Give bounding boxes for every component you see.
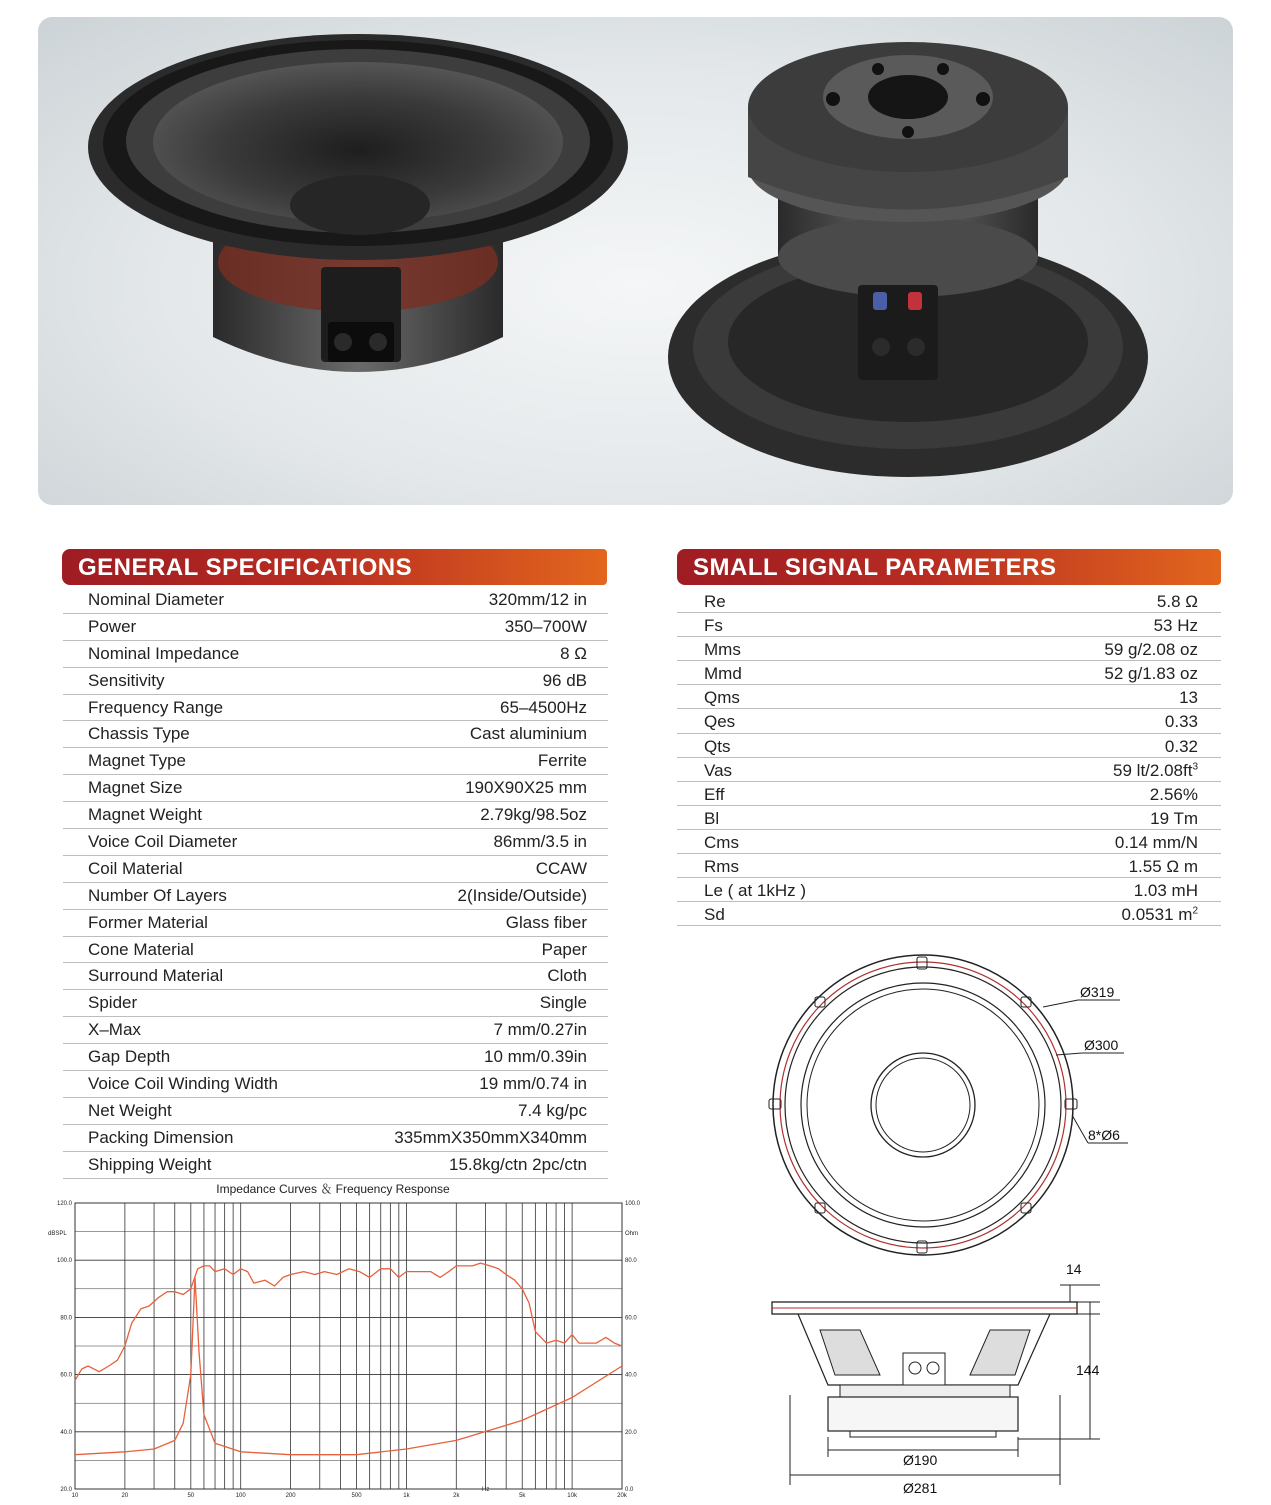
- general-row: [63, 775, 608, 802]
- spec-value-text: 7.4 kg/pc: [518, 1100, 587, 1120]
- spec-value-text: 7 mm/0.27in: [493, 1020, 587, 1040]
- technical-drawing: [760, 945, 1180, 1505]
- spec-value: [394, 1128, 587, 1148]
- spec-label: Cone Material: [88, 939, 194, 959]
- spec-value-superscript: 2: [1192, 905, 1198, 917]
- y-left-tick-label: 60.0: [60, 1372, 72, 1379]
- y-left-tick-label: 20.0: [60, 1487, 72, 1493]
- spec-value: [506, 913, 587, 933]
- spec-value-text: 350–700W: [504, 616, 587, 636]
- spec-value-text: 19 Tm: [1150, 808, 1198, 828]
- small-row: [677, 902, 1221, 926]
- spec-value: [1165, 737, 1198, 757]
- drawing-top-view: [769, 955, 1128, 1255]
- general-row: [63, 829, 608, 856]
- spec-value-text: 2.79kg/98.5oz: [480, 805, 587, 825]
- spec-value: [500, 698, 587, 718]
- spec-value-text: 19 mm/0.74 in: [479, 1074, 587, 1094]
- spec-value-text: Single: [539, 993, 587, 1013]
- spec-value: [493, 832, 587, 852]
- spec-value-text: 52 g/1.83 oz: [1104, 664, 1198, 684]
- spec-label: Former Material: [88, 912, 208, 932]
- y-left-tick-label: 80.0: [60, 1315, 72, 1322]
- spec-value-text: Cloth: [547, 966, 587, 986]
- frequency-response-line: [75, 1263, 622, 1380]
- spec-value: [536, 859, 587, 879]
- spec-label: Packing Dimension: [88, 1127, 234, 1147]
- general-row: [63, 695, 608, 722]
- spec-label: Cms: [704, 832, 739, 852]
- spec-label: Fs: [704, 616, 723, 636]
- spec-value-text: 86mm/3.5 in: [493, 832, 587, 852]
- general-row: [63, 1125, 608, 1152]
- spec-value: [1165, 712, 1198, 732]
- general-row: [63, 614, 608, 641]
- spec-value: [547, 966, 587, 986]
- spec-label: Shipping Weight: [88, 1154, 212, 1174]
- general-row: [63, 802, 608, 829]
- spec-value-text: 2.56%: [1149, 784, 1198, 804]
- product-photo: [38, 17, 1233, 505]
- x-tick-label: 200: [285, 1493, 296, 1499]
- spec-label: Voice Coil Winding Width: [88, 1074, 278, 1094]
- y-left-tick-label: 120.0: [56, 1201, 72, 1207]
- spec-value-text: 5.8 Ω: [1156, 592, 1198, 611]
- spec-value-text: 1.03 mH: [1133, 881, 1198, 901]
- spec-value-text: 59 g/2.08 oz: [1104, 640, 1198, 660]
- spec-label: Frequency Range: [88, 697, 224, 717]
- y-right-tick-label: 20.0: [625, 1429, 637, 1436]
- general-row: [63, 1152, 608, 1179]
- general-specs-table: [63, 587, 608, 1179]
- spec-label: Qms: [704, 688, 740, 708]
- general-row: [63, 721, 608, 748]
- dim-holes: 8*Ø6: [1088, 1127, 1120, 1143]
- general-row: [63, 883, 608, 910]
- spec-value-text: Ferrite: [537, 751, 587, 771]
- spec-value-text: 0.32: [1164, 736, 1198, 756]
- spec-value-text: CCAW: [535, 858, 587, 878]
- spec-label: Eff: [704, 784, 725, 804]
- small-row: [677, 637, 1221, 661]
- y-right-tick-label: 80.0: [625, 1258, 637, 1265]
- small-row: [677, 806, 1221, 830]
- spec-label: Power: [88, 616, 137, 636]
- spec-label: Mms: [704, 640, 741, 660]
- spec-label: Sd: [704, 905, 725, 925]
- spec-label: Surround Material: [88, 966, 224, 986]
- general-specs-banner: [62, 549, 607, 585]
- spec-label: Number Of Layers: [88, 885, 227, 905]
- x-tick-label: 5k: [519, 1493, 526, 1499]
- spec-label: Re: [704, 592, 726, 611]
- spec-label: Magnet Size: [88, 778, 183, 798]
- spec-value: [480, 805, 587, 825]
- speaker-front-photo: [88, 34, 628, 372]
- spec-value-text: 15.8kg/ctn 2pc/ctn: [449, 1154, 587, 1174]
- small-signal-table: [677, 589, 1221, 926]
- spec-value: [518, 1101, 587, 1121]
- spec-value-text: 96 dB: [542, 670, 587, 690]
- chart-series: [75, 1263, 622, 1455]
- spec-value-text: 8 Ω: [560, 643, 587, 663]
- small-row: [677, 758, 1221, 782]
- dim-319: Ø319: [1080, 984, 1115, 1000]
- spec-value: [484, 1047, 587, 1067]
- x-tick-label: 50: [187, 1493, 195, 1499]
- spec-value: [538, 751, 587, 771]
- spec-label: Nominal Impedance: [88, 643, 240, 663]
- spec-label: Voice Coil Diameter: [88, 832, 238, 852]
- spec-value-text: 190X90X25 mm: [465, 778, 587, 798]
- dim-300: Ø300: [1084, 1037, 1119, 1053]
- spec-value: [1157, 592, 1198, 612]
- spec-label: Spider: [88, 993, 138, 1013]
- y-right-tick-label: 40.0: [625, 1372, 637, 1379]
- spec-label: Net Weight: [88, 1100, 172, 1120]
- spec-value: [540, 993, 587, 1013]
- x-tick-label: 100: [235, 1493, 246, 1499]
- spec-label: Nominal Diameter: [88, 590, 225, 609]
- spec-value: [470, 724, 587, 744]
- small-row: [677, 854, 1221, 878]
- spec-value-text: 65–4500Hz: [500, 697, 587, 717]
- spec-value-text: 1.55 Ω m: [1128, 857, 1198, 877]
- spec-value: [1115, 833, 1198, 853]
- spec-label: Chassis Type: [88, 724, 190, 744]
- small-row: [677, 878, 1221, 902]
- general-row: [63, 937, 608, 964]
- y-right-tick-label: 100.0: [625, 1201, 640, 1207]
- spec-value: [1122, 905, 1198, 925]
- spec-value: [449, 1155, 587, 1175]
- spec-value: [479, 1074, 587, 1094]
- small-row: [677, 685, 1221, 709]
- small-row: [677, 782, 1221, 806]
- spec-value-text: 320mm/12 in: [488, 590, 587, 609]
- spec-label: Qts: [704, 736, 731, 756]
- spec-value-text: 53 Hz: [1153, 616, 1198, 636]
- general-row: [63, 1017, 608, 1044]
- spec-value: [458, 886, 587, 906]
- y-right-unit: Ohm: [625, 1231, 639, 1237]
- small-signal-title: SMALL SIGNAL PARAMETERS: [693, 554, 1057, 581]
- spec-value: [1104, 640, 1198, 660]
- x-tick-label: 1k: [403, 1493, 410, 1499]
- x-tick-label: 20: [121, 1493, 129, 1499]
- small-row: [677, 589, 1221, 613]
- spec-value-text: Glass fiber: [505, 912, 587, 932]
- impedance-frequency-chart: [40, 1180, 640, 1500]
- spec-value-text: Paper: [541, 939, 587, 959]
- dim-14: 14: [1066, 1261, 1082, 1277]
- y-left-unit: dBSPL: [48, 1231, 67, 1237]
- chart-grid: [75, 1203, 622, 1489]
- spec-value: [489, 590, 587, 610]
- y-left-tick-label: 40.0: [60, 1429, 72, 1436]
- spec-value-text: Cast aluminium: [469, 724, 587, 744]
- drawing-side-view: [772, 1261, 1100, 1496]
- spec-value: [1129, 857, 1198, 877]
- x-tick-label: 500: [351, 1493, 362, 1499]
- x-tick-label: 10: [71, 1493, 79, 1499]
- spec-label: Bl: [704, 808, 720, 828]
- spec-value-text: 0.33: [1164, 712, 1198, 732]
- y-right-tick-label: 0.0: [625, 1487, 634, 1493]
- spec-label: Magnet Type: [88, 751, 186, 771]
- y-left-tick-label: 100.0: [56, 1258, 72, 1265]
- spec-label: Rms: [704, 857, 739, 877]
- spec-value: [560, 644, 587, 664]
- general-row: [63, 587, 608, 614]
- spec-label: Qes: [704, 712, 736, 732]
- small-row: [677, 709, 1221, 733]
- general-row: [63, 963, 608, 990]
- general-specs-title: GENERAL SPECIFICATIONS: [78, 554, 413, 581]
- spec-value: [1179, 688, 1198, 708]
- spec-value-text: 335mmX350mmX340mm: [394, 1127, 587, 1147]
- spec-value: [1134, 881, 1198, 901]
- spec-value: [465, 778, 587, 798]
- product-photo-panel: [38, 17, 1233, 505]
- spec-value: [1150, 785, 1198, 805]
- spec-value: [1150, 809, 1198, 829]
- spec-label: Coil Material: [88, 858, 183, 878]
- spec-label: Sensitivity: [88, 670, 165, 690]
- general-row: [63, 641, 608, 668]
- spec-value-text: 0.14 mm/N: [1114, 832, 1198, 852]
- spec-value-text: 2(Inside/Outside): [457, 885, 587, 905]
- small-row: [677, 734, 1221, 758]
- spec-value-superscript: 3: [1192, 761, 1198, 772]
- impedance-line: [75, 1277, 622, 1454]
- spec-value: [493, 1020, 587, 1040]
- dim-144: 144: [1076, 1362, 1100, 1378]
- spec-value-text: 13: [1179, 688, 1198, 708]
- spec-value: [1104, 664, 1198, 684]
- spec-value: [1154, 616, 1198, 636]
- spec-value-text: 59 lt/2.08ft: [1113, 760, 1193, 780]
- general-row: [63, 990, 608, 1017]
- general-row: [63, 1098, 608, 1125]
- spec-label: Magnet Weight: [88, 805, 203, 825]
- chart-title: Impedance Curves ＆ Frequency Response: [216, 1182, 450, 1196]
- spec-value-text: 10 mm/0.39in: [484, 1047, 587, 1067]
- dim-281: Ø281: [903, 1480, 938, 1496]
- spec-label: Le ( at 1kHz ): [704, 881, 807, 901]
- spec-value-text: 0.0531 m: [1121, 905, 1193, 925]
- y-right-tick-label: 60.0: [625, 1315, 637, 1322]
- general-row: [63, 1071, 608, 1098]
- general-row: [63, 856, 608, 883]
- spec-value: [1113, 761, 1198, 781]
- small-row: [677, 661, 1221, 685]
- speaker-back-photo: [668, 42, 1148, 477]
- spec-value: [505, 617, 587, 637]
- general-row: [63, 748, 608, 775]
- x-tick-label: 10k: [567, 1493, 577, 1499]
- spec-value: [542, 940, 587, 960]
- spec-value: [543, 671, 587, 691]
- x-tick-label: 20k: [617, 1493, 627, 1499]
- spec-label: Gap Depth: [88, 1047, 171, 1067]
- general-row: [63, 910, 608, 937]
- small-row: [677, 830, 1221, 854]
- general-row: [63, 1044, 608, 1071]
- spec-label: X–Max: [88, 1020, 141, 1040]
- x-tick-label: 2k: [453, 1493, 460, 1499]
- small-signal-banner: [677, 549, 1221, 585]
- spec-label: Mmd: [704, 664, 742, 684]
- x-unit: Hz: [482, 1487, 490, 1493]
- general-row: [63, 668, 608, 695]
- dim-190: Ø190: [903, 1452, 938, 1468]
- small-row: [677, 613, 1221, 637]
- spec-label: Vas: [704, 760, 733, 780]
